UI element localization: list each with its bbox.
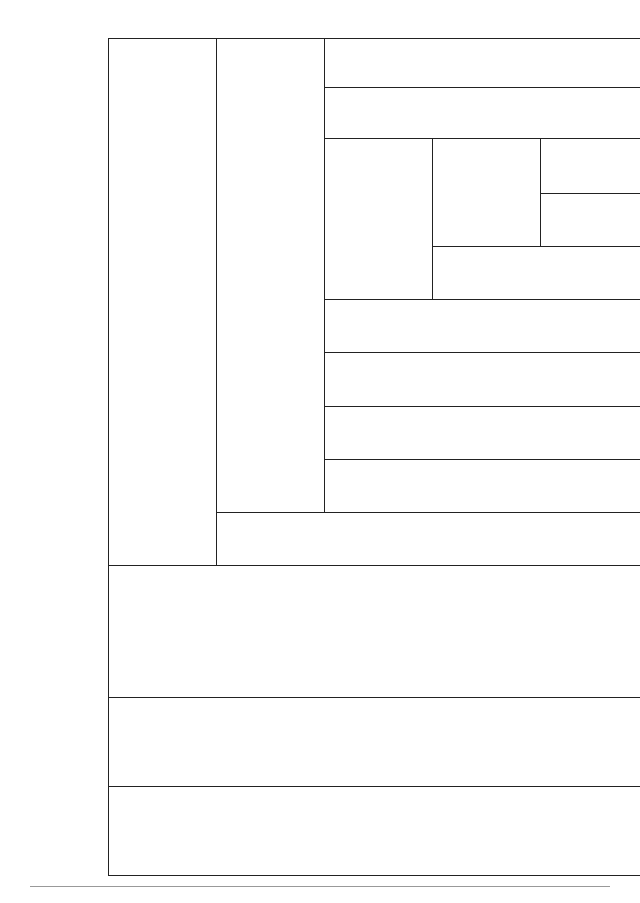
header-executor [109,565,640,697]
header-2018 [324,138,432,299]
header-program-name [109,697,640,786]
header-by-years [216,39,324,513]
page-divider [30,886,610,887]
header-2018-federal [540,194,640,247]
header-2015 [324,406,640,459]
header-expenses [109,39,217,566]
rotated-table-container [108,38,640,876]
header-2014 [324,459,640,512]
header-2019 [324,88,640,139]
header-2018-total [432,247,640,300]
header-row-1 [109,39,217,876]
header-2020 [324,39,640,88]
header-status [109,786,640,875]
header-2018-sources [432,138,540,246]
header-2018-regional [540,138,640,193]
budget-expenses-table [108,38,640,876]
header-2017 [324,300,640,353]
header-total [216,512,640,565]
header-2016 [324,353,640,406]
